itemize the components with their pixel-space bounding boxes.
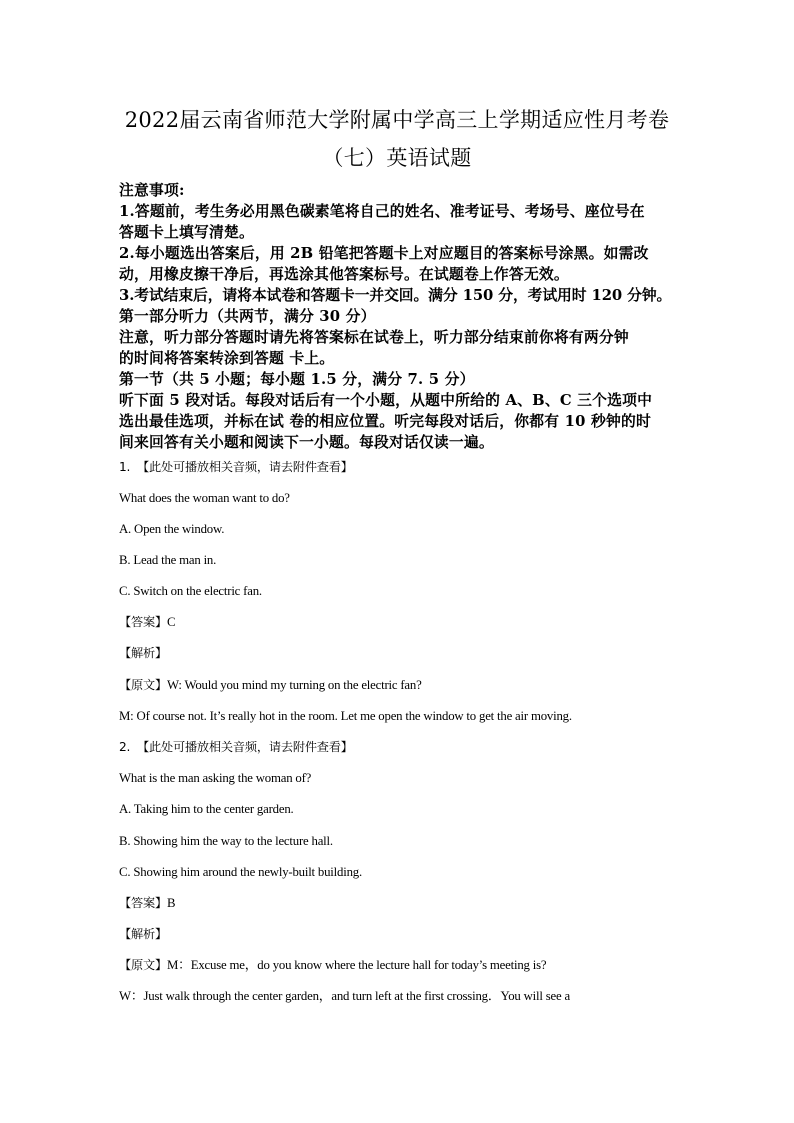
instruction-line: 的时间将答案转涂到答题 卡上。 xyxy=(119,350,335,367)
instruction-line: 选出最佳选项，并标在试 卷的相应位置。听完每段对话后，你都有 10 秒钟的时 xyxy=(119,413,651,430)
question-1-analysis-label: 【解析】 xyxy=(119,646,167,660)
answer-value: C xyxy=(166,615,176,629)
question-2-option-a: A. Taking him to the center garden. xyxy=(119,802,294,816)
question-1-transcript-line-1 xyxy=(119,677,684,693)
subsection-heading: 第一节（共 5 小题；每小题 1.5 分，满分 7. 5 分） xyxy=(119,371,475,388)
section-heading: 第一部分听力（共两节，满分 30 分） xyxy=(119,308,376,325)
instruction-line: 动，用橡皮擦干净后，再选涂其他答案标号。在试题卷上作答无效。 xyxy=(119,266,569,283)
question-2-transcript-line-2: W：Just walk through the center garden，and turn left at the first crossing．You will see a xyxy=(119,989,570,1003)
instruction-line: 答题卡上填写清楚。 xyxy=(119,224,254,241)
question-number: 1. xyxy=(119,460,131,474)
question-2-option-c: C. Showing him around the newly-built building. xyxy=(119,865,362,879)
instruction-line: 3.考试结束后，请将本试卷和答题卡一并交回。满分 150 分，考试用时 120 分钟。 xyxy=(119,287,672,304)
transcript-text: M：Excuse me，do you know where the lecture hall for today’s meeting is? xyxy=(166,958,547,972)
transcript-text: W: Would you mind my turning on the electric fan? xyxy=(166,678,422,692)
question-2-prompt: What is the man asking the woman of? xyxy=(119,771,312,785)
question-number: 2. xyxy=(119,740,131,754)
instruction-line: 1.答题前，考生务必用黑色碳素笔将自己的姓名、准考证号、考场号、座位号在 xyxy=(119,203,645,220)
instruction-line: 听下面 5 段对话。每段对话后有一个小题，从题中所给的 A、B、C 三个选项中 xyxy=(119,392,653,409)
transcript-label: 【原文】 xyxy=(119,678,167,692)
question-1-prompt: What does the woman want to do? xyxy=(119,491,290,505)
question-1-option-c: C. Switch on the electric fan. xyxy=(119,584,262,598)
question-2-analysis-label: 【解析】 xyxy=(119,927,167,941)
question-1-answer xyxy=(119,614,684,630)
instruction-line: 注意，听力部分答题时请先将答案标在试卷上，听力部分结束前你将有两分钟 xyxy=(119,329,629,346)
audio-note: 【此处可播放相关音频，请去附件查看】 xyxy=(137,740,353,754)
audio-note: 【此处可播放相关音频，请去附件查看】 xyxy=(137,460,353,474)
answer-label: 【答案】 xyxy=(119,615,167,629)
answer-value: B xyxy=(166,896,176,910)
document-title-line-1: 2022届云南省师范大学附属中学高三上学期适应性月考卷 xyxy=(124,108,670,132)
instruction-line: 2.每小题选出答案后，用 2B 铅笔把答题卡上对应题目的答案标号涂黑。如需改 xyxy=(119,245,649,262)
transcript-label: 【原文】 xyxy=(119,958,167,972)
notice-heading: 注意事项: xyxy=(119,182,185,199)
question-2-answer xyxy=(119,895,684,911)
question-2-header xyxy=(119,739,684,755)
question-1-header xyxy=(119,459,684,475)
answer-label: 【答案】 xyxy=(119,896,167,910)
question-1-transcript-line-2: M: Of course not. It’s really hot in the room. Let me open the window to get the air moving. xyxy=(119,709,572,723)
question-1-option-a: A. Open the window. xyxy=(119,522,225,536)
instruction-line: 间来回答有关小题和阅读下一小题。每段对话仅读一遍。 xyxy=(119,434,494,451)
question-2-transcript-line-1 xyxy=(119,957,684,973)
question-1-option-b: B. Lead the man in. xyxy=(119,553,217,567)
document-title-line-2: （七）英语试题 xyxy=(322,146,472,170)
question-2-option-b: B. Showing him the way to the lecture hall. xyxy=(119,834,333,848)
